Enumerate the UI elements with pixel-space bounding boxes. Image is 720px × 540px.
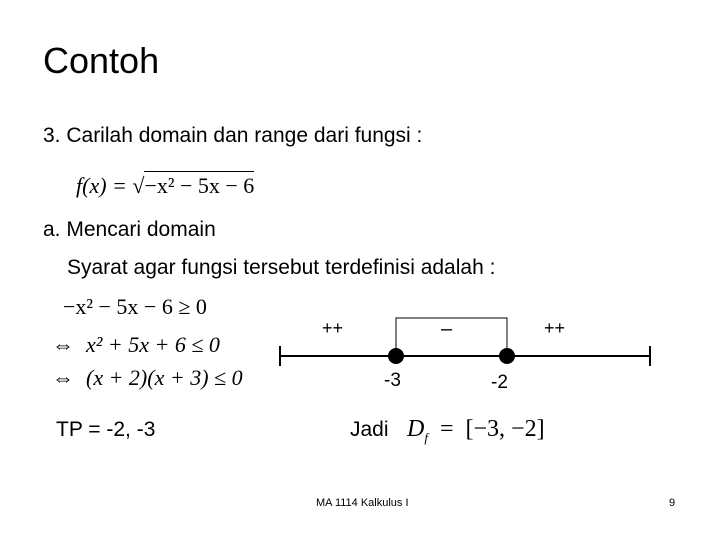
turning-points: TP = -2, -3 bbox=[56, 418, 156, 441]
domain-subscript: f bbox=[424, 429, 428, 445]
point-minus-2-dot bbox=[499, 348, 515, 364]
domain-equals: = bbox=[439, 416, 454, 442]
conclusion-label: Jadi bbox=[350, 418, 389, 441]
function-radicand: −x² − 5x − 6 bbox=[144, 173, 255, 198]
condition-text: Syarat agar fungsi tersebut terdefinisi adalah : bbox=[67, 256, 496, 279]
footer-course: MA 1114 Kalkulus I bbox=[316, 497, 409, 509]
point-label-minus-2: -2 bbox=[491, 372, 508, 393]
domain-symbol: D bbox=[407, 416, 425, 442]
domain-interval: [−3, −2] bbox=[465, 416, 545, 442]
inequality-step-3-text: (x + 2)(x + 3) ≤ 0 bbox=[86, 365, 243, 390]
equivalence-icon: ⇔ bbox=[52, 332, 74, 357]
point-minus-3-dot bbox=[388, 348, 404, 364]
inequality-step-2-text: x² + 5x + 6 ≤ 0 bbox=[86, 332, 220, 357]
part-a-heading: a. Mencari domain bbox=[43, 218, 216, 241]
sqrt-symbol: √ bbox=[132, 173, 145, 198]
sign-right: ++ bbox=[544, 318, 566, 338]
function-lhs: f(x) = bbox=[76, 173, 127, 198]
sign-left: ++ bbox=[322, 318, 344, 338]
equivalence-icon: ⇔ bbox=[52, 365, 74, 390]
problem-statement: 3. Carilah domain dan range dari fungsi : bbox=[43, 124, 423, 147]
page-number: 9 bbox=[669, 497, 676, 509]
function-formula bbox=[76, 173, 254, 199]
inequality-step-1: −x² − 5x − 6 ≥ 0 bbox=[63, 294, 207, 319]
sign-middle: – bbox=[441, 318, 453, 340]
inequality-step-3 bbox=[52, 365, 243, 391]
domain-result bbox=[407, 416, 545, 446]
point-label-minus-3: -3 bbox=[384, 370, 401, 391]
slide-title: Contoh bbox=[43, 40, 160, 81]
inequality-step-2 bbox=[52, 332, 220, 358]
